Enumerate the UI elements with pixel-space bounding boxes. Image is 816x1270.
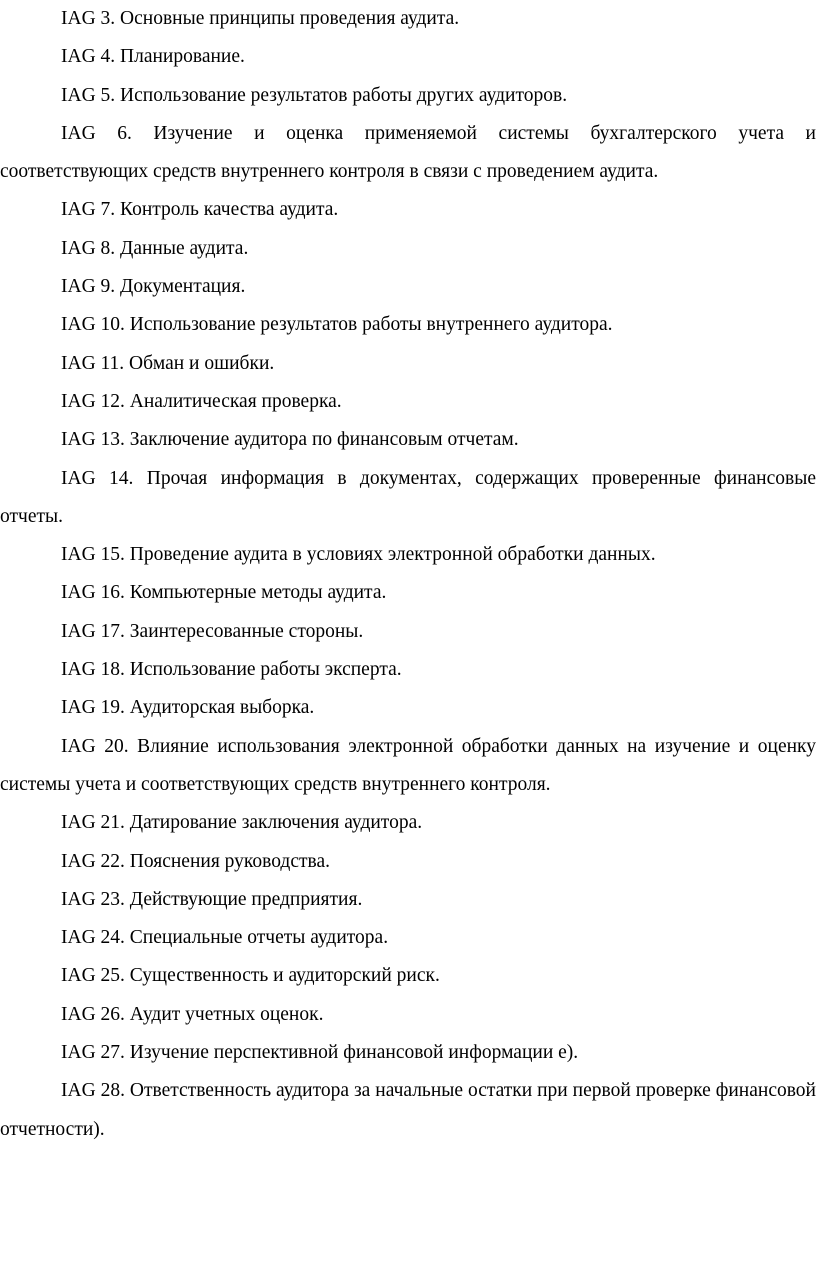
paragraph-iag-11: IAG 11. Обман и ошибки. bbox=[61, 352, 275, 374]
paragraph-iag-10: IAG 10. Использование результатов работы внутреннего аудитора. bbox=[61, 314, 613, 336]
paragraph-iag-25: IAG 25. Существенность и аудиторский риск. bbox=[61, 965, 440, 987]
paragraph-iag-28: IAG 28. Ответственность аудитора за начальные остатки при первой проверке финансовой отчетности). bbox=[0, 1080, 816, 1140]
paragraph-iag-4: IAG 4. Планирование. bbox=[61, 46, 245, 68]
paragraph-iag-18: IAG 18. Использование работы эксперта. bbox=[61, 659, 402, 681]
paragraph-iag-26: IAG 26. Аудит учетных оценок. bbox=[61, 1003, 324, 1025]
paragraph-iag-7: IAG 7. Контроль качества аудита. bbox=[61, 199, 339, 221]
paragraph-iag-27: IAG 27. Изучение перспективной финансовой информации е). bbox=[61, 1042, 579, 1064]
paragraph-iag-24: IAG 24. Специальные отчеты аудитора. bbox=[61, 927, 389, 949]
paragraph-iag-21: IAG 21. Датирование заключения аудитора. bbox=[61, 812, 423, 834]
paragraph-iag-16: IAG 16. Компьютерные методы аудита. bbox=[61, 582, 387, 604]
paragraph-iag-14: IAG 14. Прочая информация в документах, содержащих проверенные финансовые отчеты. bbox=[0, 467, 816, 527]
paragraph-iag-19: IAG 19. Аудиторская выборка. bbox=[61, 697, 315, 719]
paragraph-iag-17: IAG 17. Заинтересованные стороны. bbox=[61, 620, 364, 642]
paragraph-iag-5: IAG 5. Использование результатов работы других аудиторов. bbox=[61, 84, 568, 106]
paragraph-iag-20: IAG 20. Влияние использования электронной обработки данных на изучение и оценку системы учета и соответствующих средств внутреннего контроля. bbox=[0, 735, 816, 795]
paragraph-iag-6: IAG 6. Изучение и оценка применяемой системы бухгалтерского учета и соответствующих средств внутреннего контроля в связи с проведением аудита. bbox=[0, 122, 816, 183]
paragraph-iag-15: IAG 15. Проведение аудита в условиях электронной обработки данных. bbox=[61, 544, 656, 566]
paragraph-iag-12: IAG 12. Аналитическая проверка. bbox=[61, 390, 342, 412]
paragraph-iag-23: IAG 23. Действующие предприятия. bbox=[61, 888, 363, 910]
paragraph-iag-9: IAG 9. Документация. bbox=[61, 276, 246, 298]
paragraph-iag-22: IAG 22. Пояснения руководства. bbox=[61, 850, 330, 872]
paragraph-iag-3: IAG 3. Основные принципы проведения аудита. bbox=[61, 8, 460, 29]
paragraph-iag-8: IAG 8. Данные аудита. bbox=[61, 237, 249, 259]
paragraph-iag-13: IAG 13. Заключение аудитора по финансовым отчетам. bbox=[61, 429, 519, 451]
